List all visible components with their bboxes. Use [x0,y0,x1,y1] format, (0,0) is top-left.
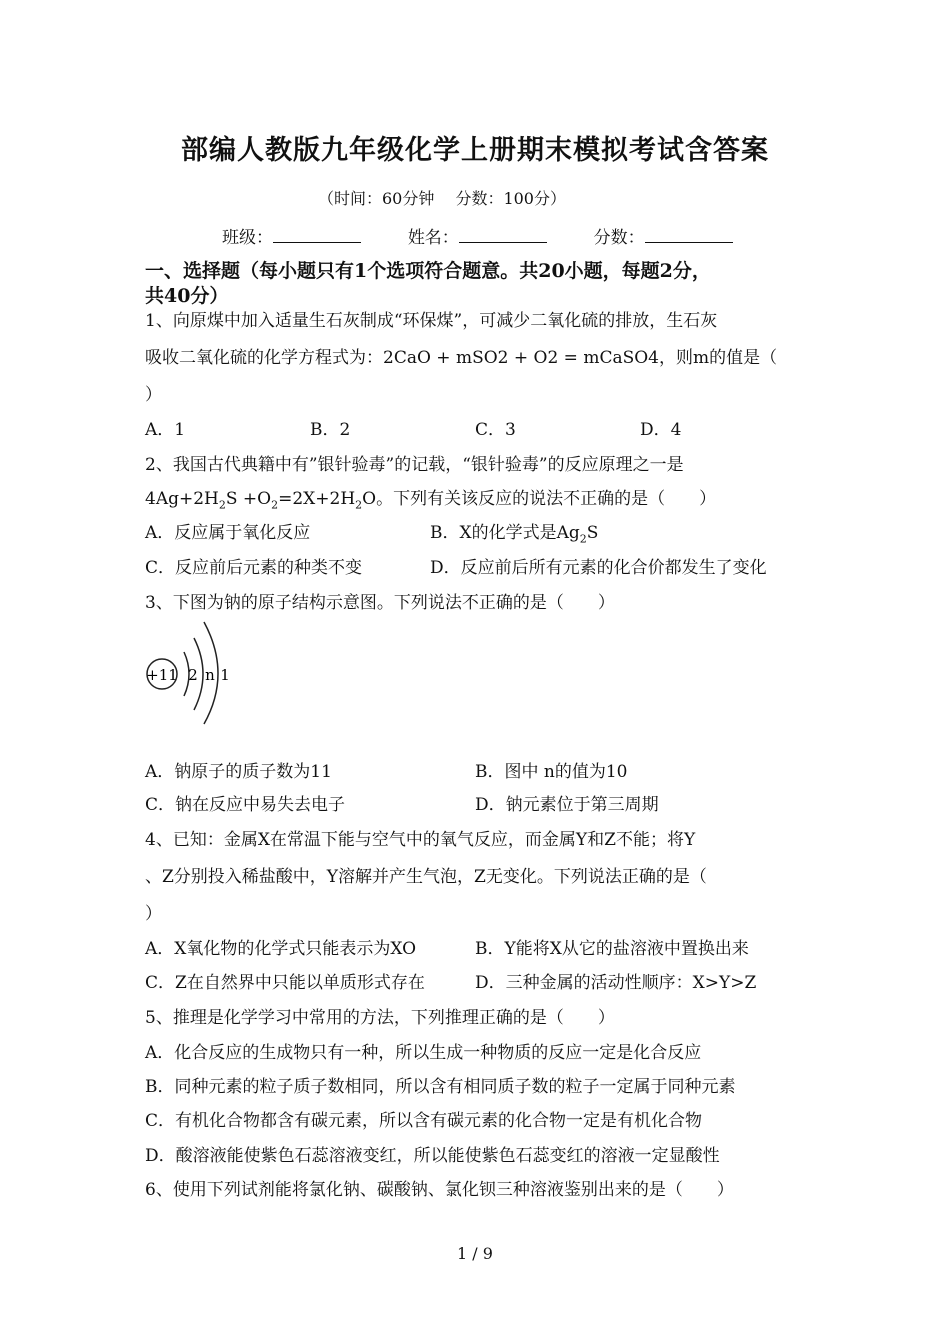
q2-option-d: D．反应前后所有元素的化合价都发生了变化 [430,558,767,578]
score-label: 分数： [593,228,645,248]
name-label: 姓名： [407,228,459,248]
q4-option-a: A．X氧化物的化学式只能表示为XO [145,939,417,959]
q1-line2: 吸收二氧化硫的化学方程式为：2CaO + mSO2 + O2 = mCaSO4，则m的值是（ [145,348,778,368]
q5-option-d: D．酸溶液能使紫色石蕊溶液变红，所以能使紫色石蕊变红的溶液一定显酸性 [145,1146,720,1166]
q4-option-b: B．Y能将X从它的盐溶液中置换出来 [475,939,749,959]
class-label: 班级： [222,228,273,248]
q5-option-a: A．化合反应的生成物只有一种，所以生成一种物质的反应一定是化合反应 [145,1043,702,1063]
q5-line1: 5、推理是化学学习中常用的方法，下列推理正确的是（ ） [145,1008,615,1028]
q4-option-c: C．Z在自然界中只能以单质形式存在 [145,973,425,993]
q6-line1: 6、使用下列试剂能将氯化钠、碳酸钠、氯化钡三种溶液鉴别出来的是（ ） [145,1180,734,1200]
q3-option-b: B．图中 n的值为10 [475,762,628,782]
q4-line2: 、Z分别投入稀盐酸中，Y溶解并产生气泡，Z无变化。下列说法正确的是（ [145,867,707,887]
q2-equation-line: $4Ag+2H_2S +O_2=2X+2H_2O$。下列有关该反应的说法不正确的是（ ） [145,489,717,512]
name-blank [459,226,547,243]
student-info-row [222,223,733,248]
q2-line1: 2、我国古代典籍中有”银针验毒”的记载，“银针验毒”的反应原理之一是 [145,455,684,475]
q3-option-d: D．钠元素位于第三周期 [475,795,659,815]
score-blank [645,226,733,243]
q5-option-c: C．有机化合物都含有碳元素，所以含有碳元素的化合物一定是有机化合物 [145,1111,703,1131]
q2-option-b: B．X的化学式是$Ag_2S$ [430,523,599,546]
sodium-atom-diagram [140,618,240,728]
q3-line1: 3、下图为钠的原子结构示意图。下列说法不正确的是（ ） [145,593,615,613]
q1-option-d: D．4 [640,420,682,440]
section-heading-line1: 一、选择题（每小题只有1个选项符合题意。共20小题，每题2分， [145,260,711,282]
q3-option-a: A．钠原子的质子数为11 [145,762,332,782]
q1-line3: ） [145,385,162,405]
section-heading-line2: 共40分） [145,285,229,307]
shell1-count: 2 [188,666,198,684]
q4-line3: ） [145,904,162,924]
page-title: 部编人教版九年级化学上册期末模拟考试含答案 [181,135,769,166]
q3-option-c: C．钠在反应中易失去电子 [145,795,346,815]
shell3-count: 1 [220,666,230,684]
page-number: 1 / 9 [457,1244,493,1263]
q4-option-d: D．三种金属的活动性顺序：X>Y>Z [475,973,757,993]
nucleus-label: +11 [146,666,178,684]
q1-option-c: C．3 [475,420,516,440]
q4-line1: 4、已知：金属X在常温下能与空气中的氧气反应，而金属Y和Z不能；将Y [145,830,696,850]
q1-line1: 1、向原煤中加入适量生石灰制成“环保煤”，可减少二氧化硫的排放，生石灰 [145,311,718,331]
shell2-count: n [205,666,215,684]
q1-option-a: A．1 [145,420,186,440]
q1-option-b: B．2 [310,420,351,440]
q2-option-c: C．反应前后元素的种类不变 [145,558,363,578]
time-score-info: （时间：60分钟 分数：100分） [318,189,566,208]
class-blank [273,226,361,243]
q2-option-a: A．反应属于氧化反应 [145,523,311,543]
q5-option-b: B．同种元素的粒子质子数相同，所以含有相同质子数的粒子一定属于同种元素 [145,1077,736,1097]
